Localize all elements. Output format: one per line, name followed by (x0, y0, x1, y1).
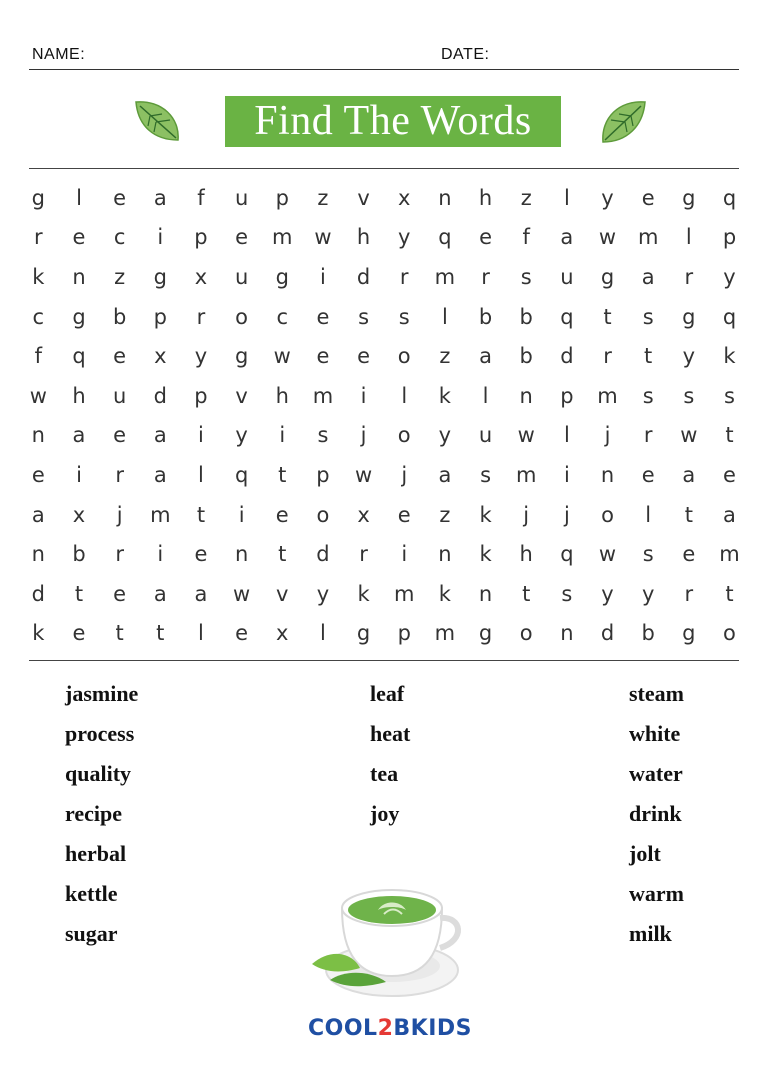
grid-letter[interactable]: a (438, 462, 452, 487)
grid-letter[interactable]: l (645, 502, 652, 527)
grid-letter[interactable]: y (682, 344, 696, 369)
grid-letter[interactable]: g (153, 264, 167, 289)
grid-letter[interactable]: y (398, 225, 411, 250)
grid-letter[interactable]: k (32, 264, 45, 289)
grid-letter[interactable]: k (438, 383, 451, 408)
grid-letter[interactable]: w (273, 344, 291, 369)
page-title: Find The Words (225, 96, 561, 147)
grid-letter[interactable]: z (439, 344, 451, 369)
grid-letter[interactable]: g (275, 264, 289, 289)
grid-letter[interactable]: e (316, 344, 330, 369)
grid-letter[interactable]: a (72, 423, 86, 448)
grid-letter[interactable]: g (356, 621, 371, 646)
grid-letter[interactable]: t (196, 502, 206, 527)
grid-letter[interactable]: r (359, 542, 368, 567)
grid-letter[interactable]: n (234, 542, 249, 567)
grid-letter[interactable]: i (563, 462, 570, 487)
word-list-item: leaf (370, 681, 405, 706)
grid-letter[interactable]: y (438, 423, 452, 448)
grid-letter[interactable]: r (115, 542, 124, 567)
grid-letter[interactable]: l (401, 383, 408, 408)
grid-row (18, 297, 750, 337)
grid-letter[interactable]: s (561, 581, 573, 606)
grid-letter[interactable]: d (31, 581, 45, 606)
grid-letter[interactable]: l (76, 185, 82, 210)
grid-row (18, 495, 750, 535)
grid-letter[interactable]: x (357, 502, 370, 527)
grid-letter[interactable]: i (360, 383, 367, 408)
grid-letter[interactable]: v (357, 185, 370, 210)
divider (29, 168, 739, 169)
grid-letter[interactable]: r (603, 344, 612, 369)
grid-letter[interactable]: j (563, 502, 570, 527)
grid-letter[interactable]: y (194, 344, 208, 369)
grid-letter[interactable]: n (72, 264, 86, 289)
grid-letter[interactable]: w (314, 225, 332, 250)
grid-letter[interactable]: q (72, 344, 86, 369)
grid-letter[interactable]: t (115, 621, 124, 646)
grid-letter[interactable]: x (398, 185, 411, 210)
grid-letter[interactable]: u (234, 264, 249, 289)
grid-letter[interactable]: z (317, 185, 329, 210)
grid-letter[interactable]: e (275, 502, 289, 527)
divider (29, 660, 739, 661)
grid-letter[interactable]: f (197, 185, 205, 210)
grid-letter[interactable]: h (478, 185, 493, 210)
grid-letter[interactable]: s (642, 542, 654, 567)
grid-letter[interactable]: t (725, 423, 734, 448)
grid-letter[interactable]: e (235, 621, 249, 646)
grid-letter[interactable]: s (683, 383, 695, 408)
grid-letter[interactable]: m (597, 383, 618, 408)
grid-letter[interactable]: q (560, 304, 574, 329)
grid-letter[interactable]: n (438, 185, 452, 210)
grid-letter[interactable]: n (478, 581, 493, 606)
word-list-item: steam (629, 681, 684, 706)
grid-letter[interactable]: m (272, 225, 293, 250)
grid-letter[interactable]: w (29, 383, 47, 408)
grid-row (18, 534, 750, 574)
grid-letter[interactable]: k (32, 621, 45, 646)
grid-letter[interactable]: a (153, 423, 167, 448)
grid-letter[interactable]: a (723, 502, 736, 527)
grid-row (18, 455, 750, 495)
grid-letter[interactable]: o (316, 502, 330, 527)
grid-letter[interactable]: a (153, 581, 167, 606)
grid-row (18, 614, 750, 654)
grid-letter[interactable]: s (642, 383, 654, 408)
grid-letter[interactable]: c (113, 225, 126, 250)
logo-part: 2 (377, 1016, 394, 1041)
grid-letter[interactable]: y (316, 581, 330, 606)
grid-letter[interactable]: l (563, 185, 570, 210)
grid-letter[interactable]: g (31, 185, 45, 210)
grid-letter[interactable]: l (482, 383, 489, 408)
grid-letter[interactable]: x (194, 264, 208, 289)
grid-letter[interactable]: s (520, 264, 532, 289)
grid-letter[interactable]: b (519, 344, 533, 369)
word-list-item: jolt (629, 841, 661, 866)
grid-row (18, 416, 750, 456)
grid-letter[interactable]: t (74, 581, 84, 606)
grid-letter[interactable]: m (515, 462, 537, 487)
grid-letter[interactable]: t (522, 581, 531, 606)
grid-letter[interactable]: w (598, 225, 617, 250)
grid-letter[interactable]: f (522, 225, 530, 250)
grid-letter[interactable]: e (72, 225, 86, 250)
grid-letter[interactable]: y (601, 185, 614, 210)
tea-cup-illustration (300, 878, 470, 1008)
grid-letter[interactable]: j (523, 502, 530, 527)
grid-letter[interactable]: q (234, 462, 249, 487)
word-list-item: milk (629, 921, 672, 946)
grid-letter[interactable]: t (603, 304, 612, 329)
grid-row (18, 376, 750, 416)
word-list-item: sugar (65, 921, 118, 946)
grid-letter[interactable]: s (724, 383, 735, 408)
grid-letter[interactable]: o (601, 502, 614, 527)
grid-letter[interactable]: i (279, 423, 286, 448)
grid-letter[interactable]: u (478, 423, 493, 448)
grid-row (18, 257, 750, 297)
grid-letter[interactable]: u (560, 264, 574, 289)
word-list-column-1 (65, 676, 138, 956)
grid-letter[interactable]: e (641, 185, 655, 210)
grid-letter[interactable]: k (479, 542, 492, 567)
grid-letter[interactable]: h (275, 383, 289, 408)
grid-letter[interactable]: t (684, 502, 693, 527)
grid-letter[interactable]: x (276, 621, 289, 646)
grid-letter[interactable]: m (150, 502, 171, 527)
grid-letter[interactable]: r (481, 264, 490, 289)
grid-letter[interactable]: f (34, 344, 43, 369)
grid-letter[interactable]: p (194, 225, 208, 250)
grid-letter[interactable]: w (354, 462, 373, 487)
grid-letter[interactable]: n (600, 462, 615, 487)
grid-letter[interactable]: w (517, 423, 535, 448)
grid-letter[interactable]: n (560, 621, 574, 646)
grid-letter[interactable]: l (685, 225, 692, 250)
grid-letter[interactable]: v (276, 581, 289, 606)
grid-letter[interactable]: m (434, 621, 456, 646)
grid-letter[interactable]: q (722, 304, 737, 329)
grid-letter[interactable]: h (356, 225, 371, 250)
grid-letter[interactable]: d (153, 383, 167, 408)
grid-letter[interactable]: r (115, 462, 124, 487)
grid-letter[interactable]: e (316, 304, 330, 329)
grid-letter[interactable]: z (439, 502, 451, 527)
grid-letter[interactable]: t (278, 542, 287, 567)
grid-letter[interactable]: d (316, 542, 330, 567)
grid-letter[interactable]: e (357, 344, 371, 369)
grid-letter[interactable]: o (397, 344, 411, 369)
grid-letter[interactable]: g (600, 264, 615, 289)
grid-letter[interactable]: i (198, 423, 204, 448)
grid-letter[interactable]: e (194, 542, 208, 567)
word-list-item: white (629, 721, 681, 746)
grid-letter[interactable]: m (719, 542, 740, 567)
grid-letter[interactable]: k (357, 581, 370, 606)
grid-letter[interactable]: e (682, 542, 696, 567)
grid-letter[interactable]: c (32, 304, 45, 329)
grid-letter[interactable]: g (478, 621, 493, 646)
grid-letter[interactable]: r (684, 264, 694, 289)
word-list-item: kettle (65, 881, 118, 906)
grid-letter[interactable]: x (154, 344, 167, 369)
word-list-item: tea (370, 761, 399, 786)
grid-letter[interactable]: e (113, 185, 127, 210)
grid-letter[interactable]: k (723, 344, 736, 369)
word-list-item: quality (65, 761, 132, 786)
grid-letter[interactable]: a (153, 185, 167, 210)
grid-letter[interactable]: o (723, 621, 736, 646)
grid-letter[interactable]: g (682, 304, 696, 329)
word-list-item: drink (629, 801, 682, 826)
grid-letter[interactable]: e (31, 462, 45, 487)
grid-letter[interactable]: e (72, 621, 86, 646)
grid-letter[interactable]: p (316, 462, 330, 487)
word-list-item: water (629, 761, 683, 786)
cool2bkids-logo (308, 1016, 472, 1052)
grid-letter[interactable]: m (394, 581, 415, 606)
grid-letter[interactable]: v (235, 383, 248, 408)
grid-letter[interactable]: s (317, 423, 329, 448)
word-list-item: heat (370, 721, 411, 746)
grid-letter[interactable]: e (723, 462, 736, 487)
leaf-icon (597, 96, 649, 148)
grid-letter[interactable]: l (441, 304, 448, 329)
grid-letter[interactable]: e (641, 462, 655, 487)
grid-letter[interactable]: d (356, 264, 371, 289)
grid-letter[interactable]: j (116, 502, 123, 527)
grid-letter[interactable]: t (156, 621, 165, 646)
grid-letter[interactable]: w (233, 581, 251, 606)
grid-letter[interactable]: g (682, 621, 696, 646)
grid-letter[interactable]: y (601, 581, 614, 606)
grid-letter[interactable]: p (153, 304, 167, 329)
grid-letter[interactable]: s (398, 304, 410, 329)
grid-letter[interactable]: o (519, 621, 533, 646)
grid-letter[interactable]: a (479, 344, 492, 369)
grid-letter[interactable]: m (434, 264, 456, 289)
grid-letter[interactable]: r (643, 423, 653, 448)
grid-letter[interactable]: t (644, 344, 653, 369)
grid-letter[interactable]: i (76, 462, 82, 487)
grid-letter[interactable]: r (684, 581, 694, 606)
grid-letter[interactable]: h (519, 542, 533, 567)
grid-row (18, 336, 750, 376)
grid-letter[interactable]: l (198, 462, 204, 487)
grid-letter[interactable]: r (34, 225, 43, 250)
grid-letter[interactable]: s (480, 462, 492, 487)
grid-letter[interactable]: i (157, 225, 164, 250)
grid-letter[interactable]: n (438, 542, 452, 567)
grid-letter[interactable]: s (358, 304, 370, 329)
grid-letter[interactable]: h (72, 383, 86, 408)
grid-letter[interactable]: b (72, 542, 86, 567)
grid-letter[interactable]: k (479, 502, 492, 527)
grid-letter[interactable]: y (723, 264, 736, 289)
grid-letter[interactable]: b (519, 304, 533, 329)
grid-letter[interactable]: a (153, 462, 167, 487)
grid-letter[interactable]: e (397, 502, 411, 527)
grid-row (18, 218, 750, 258)
grid-letter[interactable]: i (157, 542, 164, 567)
grid-letter[interactable]: t (278, 462, 287, 487)
grid-letter[interactable]: p (560, 383, 574, 408)
word-search-grid (18, 178, 750, 653)
word-list-column-2 (370, 676, 410, 836)
grid-letter[interactable]: x (72, 502, 86, 527)
grid-letter[interactable]: q (560, 542, 574, 567)
grid-letter[interactable]: i (238, 502, 245, 527)
grid-letter[interactable]: t (725, 581, 734, 606)
grid-letter[interactable]: j (604, 423, 611, 448)
grid-letter[interactable]: k (438, 581, 451, 606)
grid-letter[interactable]: j (360, 423, 367, 448)
grid-letter[interactable]: n (519, 383, 533, 408)
grid-letter[interactable]: b (641, 621, 655, 646)
grid-letter[interactable]: c (276, 304, 289, 329)
word-list-item: process (65, 721, 135, 746)
grid-letter[interactable]: g (234, 344, 249, 369)
grid-letter[interactable]: w (598, 542, 617, 567)
logo-part: COOL (308, 1016, 378, 1041)
grid-letter[interactable]: z (114, 264, 126, 289)
grid-letter[interactable]: a (31, 502, 45, 527)
grid-letter[interactable]: p (194, 383, 208, 408)
grid-letter[interactable]: l (563, 423, 570, 448)
grid-letter[interactable]: e (113, 581, 127, 606)
grid-letter[interactable]: q (722, 185, 737, 210)
word-list-item: herbal (65, 841, 127, 866)
grid-letter[interactable]: m (312, 383, 334, 408)
grid-row (18, 178, 750, 218)
grid-letter[interactable]: n (31, 542, 45, 567)
grid-letter[interactable]: e (113, 423, 127, 448)
grid-letter[interactable]: q (438, 225, 452, 250)
grid-letter[interactable]: p (397, 621, 411, 646)
name-label: NAME: (32, 46, 86, 63)
date-label: DATE: (441, 46, 490, 63)
grid-letter[interactable]: e (479, 225, 492, 250)
grid-letter[interactable]: p (275, 185, 289, 210)
grid-letter[interactable]: u (112, 383, 127, 408)
grid-letter[interactable]: m (637, 225, 659, 250)
grid-letter[interactable]: l (320, 621, 326, 646)
grid-letter[interactable]: s (642, 304, 654, 329)
grid-letter[interactable]: b (478, 304, 493, 329)
grid-letter[interactable]: j (401, 462, 408, 487)
logo-part: BKIDS (393, 1016, 472, 1041)
grid-letter[interactable]: z (520, 185, 532, 210)
grid-letter[interactable]: r (399, 264, 409, 289)
word-list-column-3 (629, 676, 684, 956)
grid-row (18, 574, 750, 614)
grid-letter[interactable]: u (234, 185, 249, 210)
grid-letter[interactable]: l (198, 621, 204, 646)
grid-letter[interactable]: w (680, 423, 698, 448)
grid-letter[interactable]: a (560, 225, 574, 250)
grid-letter[interactable]: b (112, 304, 127, 329)
grid-letter[interactable]: g (72, 304, 86, 329)
word-list-item: recipe (65, 801, 123, 826)
grid-letter[interactable]: g (682, 185, 696, 210)
grid-letter[interactable]: e (235, 225, 249, 250)
grid-letter[interactable]: n (31, 423, 45, 448)
word-list-item: joy (370, 801, 400, 826)
grid-letter[interactable]: e (113, 344, 127, 369)
word-list-item: jasmine (65, 681, 139, 706)
header-line (29, 69, 739, 70)
grid-letter[interactable]: a (682, 462, 696, 487)
grid-letter[interactable]: a (194, 581, 208, 606)
grid-letter[interactable]: o (397, 423, 411, 448)
grid-letter[interactable]: d (600, 621, 615, 646)
grid-letter[interactable]: a (641, 264, 655, 289)
grid-letter[interactable]: d (560, 344, 574, 369)
grid-letter[interactable]: y (641, 581, 655, 606)
grid-letter[interactable]: i (320, 264, 326, 289)
word-list-item: warm (629, 881, 684, 906)
grid-letter[interactable]: y (235, 423, 248, 448)
grid-letter[interactable]: o (235, 304, 249, 329)
grid-letter[interactable]: i (401, 542, 408, 567)
grid-letter[interactable]: r (196, 304, 206, 329)
grid-letter[interactable]: p (722, 225, 737, 250)
leaf-icon (132, 96, 184, 148)
